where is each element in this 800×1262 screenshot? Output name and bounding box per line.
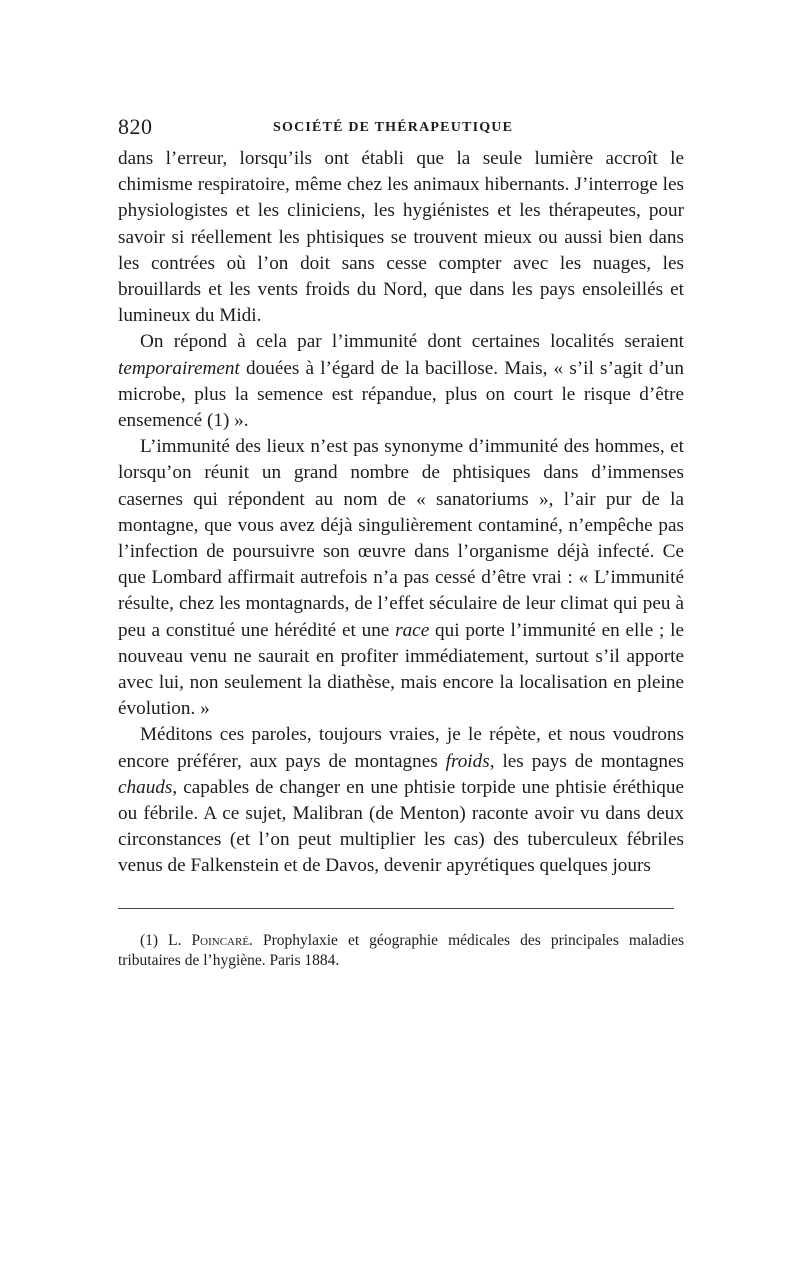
paragraph-4-text-a: Méditons ces paroles, toujours vraies, je le répète, et nous voudrons encore préférer, aux pays de montagnes	[118, 724, 684, 772]
footnote-marker: (1) L.	[140, 931, 192, 949]
footnote-text: . Prophylaxie et géographie médicales des principales maladies tributaires de l’hygiène. Paris 1884.	[118, 931, 684, 969]
paragraph-1-text: dans l’erreur, lorsqu’ils ont établi que la seule lumière accroît le chimisme respiratoire, même chez les animaux hibernants. J’interroge les physiologistes et les cliniciens, les hygiénistes et les thérapeutes, pour savoir si réellement les phtisiques se trouvent mieux ou aussi bien dans les contrées où l’on doit sans cesse compter avec les nuages, les brouillards et les vents froids du Nord, que dans les pays ensoleillés et lumineux du Midi.	[118, 148, 684, 327]
footnote-author: Poincaré	[191, 931, 250, 949]
paragraph-2-text-b: douées à l’égard de la bacillose. Mais, « s’il s’agit d’un microbe, plus la semence est répandue, plus on court le risque d’être ensemencé (1) ».	[118, 357, 684, 432]
footnote	[118, 931, 684, 971]
body-text	[118, 146, 684, 880]
book-page	[118, 110, 684, 971]
paragraph-2-text-a: On répond à cela par l’immunité dont certaines localités seraient	[140, 331, 684, 353]
paragraph-3-italic: race	[395, 619, 430, 641]
paragraph-4-italic-1: froids	[445, 750, 490, 772]
paragraph-3-text-b: qui porte l’immunité en elle ; le nouveau venu ne saurait en profiter immédiatement, surtout s’il apporte avec lui, non seulement la diathèse, mais encore la localisation en pleine évolution. »	[118, 619, 684, 720]
page-header	[118, 110, 684, 146]
paragraph-2-italic: temporairement	[118, 357, 240, 379]
footnote-rule	[118, 908, 674, 909]
running-title: SOCIÉTÉ DE THÉRAPEUTIQUE	[273, 120, 514, 135]
paragraph-1	[118, 146, 684, 329]
page-number: 820	[118, 114, 153, 139]
paragraph-3-text-a: L’immunité des lieux n’est pas synonyme d’immunité des hommes, et lorsqu’on réunit un grand nombre de phtisiques dans d’immenses casernes qui répondent au nom de « sanatoriums », l’air pur de la montagne, que vous avez déjà singulièrement contaminé, n’empêche pas l’infection de poursuivre son œuvre dans l’organisme déjà infecté. Ce que Lombard affirmait autrefois n’a pas cessé d’être vrai : « L’immunité résulte, chez les montagnards, de l’effet séculaire de leur climat qui peu à peu a constitué une hérédité et une	[118, 436, 684, 641]
paragraph-4-text-b: , les pays de montagnes	[489, 750, 684, 772]
paragraph-4-text-c: , capables de changer en une phtisie torpide une phtisie éréthique ou fébrile. A ce sujet, Malibran (de Menton) raconte avoir vu dans deux circonstances (et l’on peut multiplier les cas) des tuberculeux fébriles venus de Falkenstein et de Davos, devenir apyrétiques quelques jours	[118, 776, 684, 877]
paragraph-4-italic-2: chauds	[118, 776, 173, 798]
paragraph-2	[118, 329, 684, 434]
paragraph-4	[118, 722, 684, 879]
paragraph-3	[118, 434, 684, 722]
